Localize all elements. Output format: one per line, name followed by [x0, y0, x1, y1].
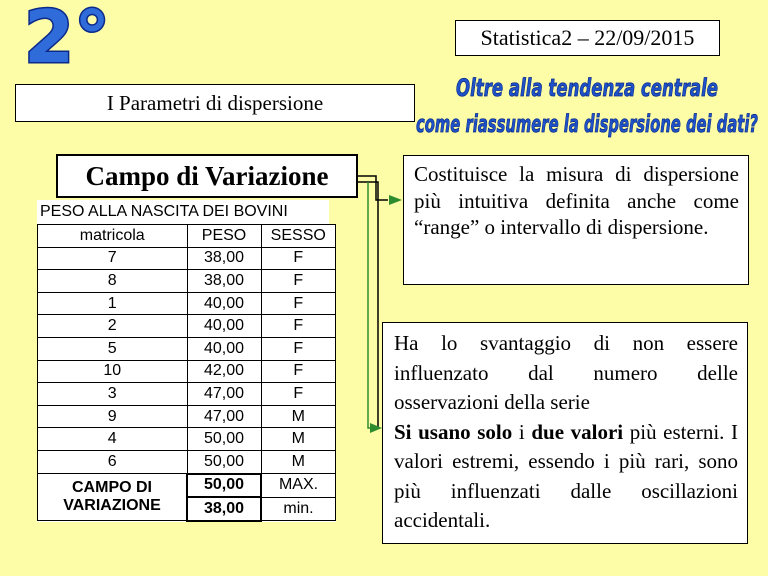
explanation-text-3: più esterni. I valori estremi, essendo i più rari, sono più influenzati dalle oscillazioni accidentali. [394, 419, 739, 532]
matricola-cell: 6 [38, 450, 188, 473]
min-value-cell: 38,00 [187, 497, 261, 521]
campo-label-line2: VARIAZIONE [63, 497, 161, 515]
sesso-cell: F [261, 270, 336, 293]
definition-text: Costituisce la misura di dispersione più intuitiva definita anche come “range” o intervallo di dispersione. [414, 162, 739, 239]
sesso-cell: M [261, 450, 336, 473]
min-label-cell: min. [261, 497, 336, 521]
subtitle-line1: Oltre alla tendenza centrale [456, 74, 718, 102]
matricola-cell: 2 [38, 315, 188, 338]
peso-cell: 38,00 [187, 247, 261, 270]
matricola-cell: 7 [38, 247, 188, 270]
table-header-row [38, 225, 336, 248]
peso-cell: 42,00 [187, 360, 261, 383]
sesso-cell: M [261, 405, 336, 428]
max-label-cell: MAX. [261, 474, 336, 498]
arrow-head-explanation [370, 423, 382, 433]
data-table [37, 224, 336, 522]
table-row [38, 337, 336, 360]
peso-cell: 40,00 [187, 315, 261, 338]
table-row [38, 315, 336, 338]
sesso-cell: F [261, 337, 336, 360]
section-title: I Parametri di dispersione [106, 90, 324, 115]
table-header-cell: SESSO [261, 225, 336, 248]
table-row [38, 428, 336, 451]
matricola-cell: 10 [38, 360, 188, 383]
matricola-cell: 4 [38, 428, 188, 451]
section-title-box [15, 84, 415, 122]
logo-2-degree [22, 0, 152, 76]
peso-cell: 38,00 [187, 270, 261, 293]
sesso-cell: F [261, 315, 336, 338]
max-value-cell: 50,00 [187, 474, 261, 498]
table-header-cell: PESO [187, 225, 261, 248]
table-row [38, 270, 336, 293]
data-table-container [37, 200, 342, 522]
connector-lines-green [368, 182, 380, 428]
peso-cell: 40,00 [187, 337, 261, 360]
matricola-cell: 9 [38, 405, 188, 428]
explanation-text-1: Ha lo svantaggio di non essere influenzato dal numero delle osservazioni della serie [394, 331, 738, 414]
sesso-cell: F [261, 383, 336, 406]
table-row [38, 360, 336, 383]
sesso-cell: F [261, 360, 336, 383]
header-title-box [455, 20, 720, 56]
explanation-text-2: i [512, 419, 532, 444]
header-title: Statistica2 – 22/09/2015 [480, 25, 695, 50]
definition-text-box [403, 155, 749, 285]
peso-cell: 40,00 [187, 292, 261, 315]
campo-label-line1: CAMPO DI [72, 479, 152, 497]
explanation-bold-1: Si usano solo [394, 419, 513, 444]
peso-cell: 50,00 [187, 450, 261, 473]
table-header-cell: matricola [38, 225, 188, 248]
table-row [38, 405, 336, 428]
sesso-cell: F [261, 247, 336, 270]
matricola-cell: 8 [38, 270, 188, 293]
matricola-cell: 3 [38, 383, 188, 406]
table-row [38, 450, 336, 473]
explanation-bold-2: due valori [531, 419, 624, 444]
subtitle-question [410, 68, 765, 144]
peso-cell: 50,00 [187, 428, 261, 451]
table-footer-row-max [38, 474, 336, 498]
subtitle-line2: come riassumere la dispersione dei dati? [416, 110, 759, 138]
arrow-head-definition [389, 195, 402, 205]
matricola-cell: 5 [38, 337, 188, 360]
peso-cell: 47,00 [187, 383, 261, 406]
matricola-cell: 1 [38, 292, 188, 315]
arrow-to-definition [358, 176, 388, 200]
logo-text: 2° [24, 0, 111, 76]
arrow-to-explanation [368, 182, 380, 428]
peso-cell: 47,00 [187, 405, 261, 428]
campo-title-text: Campo di Variazione [85, 160, 329, 191]
explanation-text-box [382, 322, 748, 544]
campo-label-cell [38, 474, 188, 521]
arrow-stem [358, 182, 378, 428]
sesso-cell: M [261, 428, 336, 451]
sesso-cell: F [261, 292, 336, 315]
table-row [38, 247, 336, 270]
table-caption: PESO ALLA NASCITA DEI BOVINI [37, 200, 329, 224]
table-row [38, 292, 336, 315]
table-row [38, 383, 336, 406]
campo-di-variazione-title [56, 154, 358, 198]
